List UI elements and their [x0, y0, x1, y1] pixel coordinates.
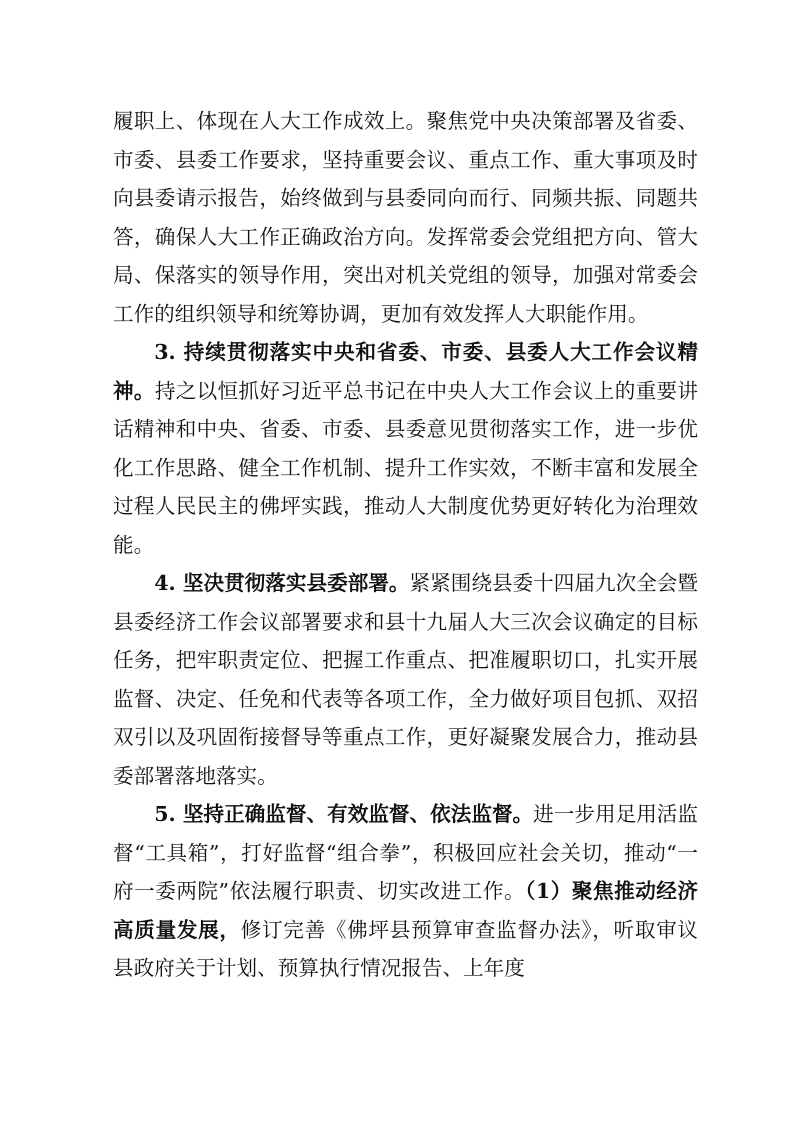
paragraph-continuation — [113, 102, 698, 333]
paragraph-item-5 — [113, 795, 698, 988]
paragraph-item-4 — [113, 564, 698, 795]
paragraph-text: 持之以恒抓好习近平总书记在中央人大工作会议上的重要讲话精神和中央、省委、市委、县委意见贯彻落实工作，进一步优化工作思路、健全工作机制、提升工作实效，不断丰富和发展全过程人民民主的佛坪实践，推动人大制度优势更好转化为治理效能。 — [113, 378, 699, 557]
paragraph-text: 进一步用足用活监督“工具箱”，打好监督“组合拳”，积极回应社会关切，推动“一府一委两院”依法履行职责、切实改进工作。 — [113, 802, 699, 903]
paragraph-heading: 5. 坚持正确监督、有效监督、依法监督。 — [154, 802, 534, 826]
paragraph-heading: 4. 坚决贯彻落实县委部署。 — [154, 571, 410, 595]
paragraph-text: 紧紧围绕县委十四届九次全会暨县委经济工作会议部署要求和县十九届人大三次会议确定的目标任务，把牢职责定位、把握工作重点、把准履职切口，扎实开展监督、决定、任免和代表等各项工作，全力做好项目包抓、双招双引以及巩固衔接督导等重点工作，更好凝聚发展合力，推动县委部署落地落实。 — [113, 571, 698, 788]
paragraph-heading: 3. 持续贯彻落实中央和省委、市委、县委人大工作会议精神。 — [113, 340, 698, 403]
paragraph-item-3 — [113, 333, 698, 564]
paragraph-subheading: （1）聚焦推动经济高质量发展， — [113, 879, 699, 942]
paragraph-tail-text: 修订完善《佛坪县预算审查监督办法》，听取审议县政府关于计划、预算执行情况报告、上年度 — [113, 917, 699, 980]
document-body — [113, 102, 698, 988]
paragraph-text: 履职上、体现在人大工作成效上。聚焦党中央决策部署及省委、市委、县委工作要求，坚持重要会议、重点工作、重大事项及时向县委请示报告，始终做到与县委同向而行、同频共振、同题共答，确保人大工作正确政治方向。发挥常委会党组把方向、管大局、保落实的领导作用，突出对机关党组的领导，加强对常委会工作的组织领导和统筹协调，更加有效发挥人大职能作用。 — [113, 109, 698, 326]
